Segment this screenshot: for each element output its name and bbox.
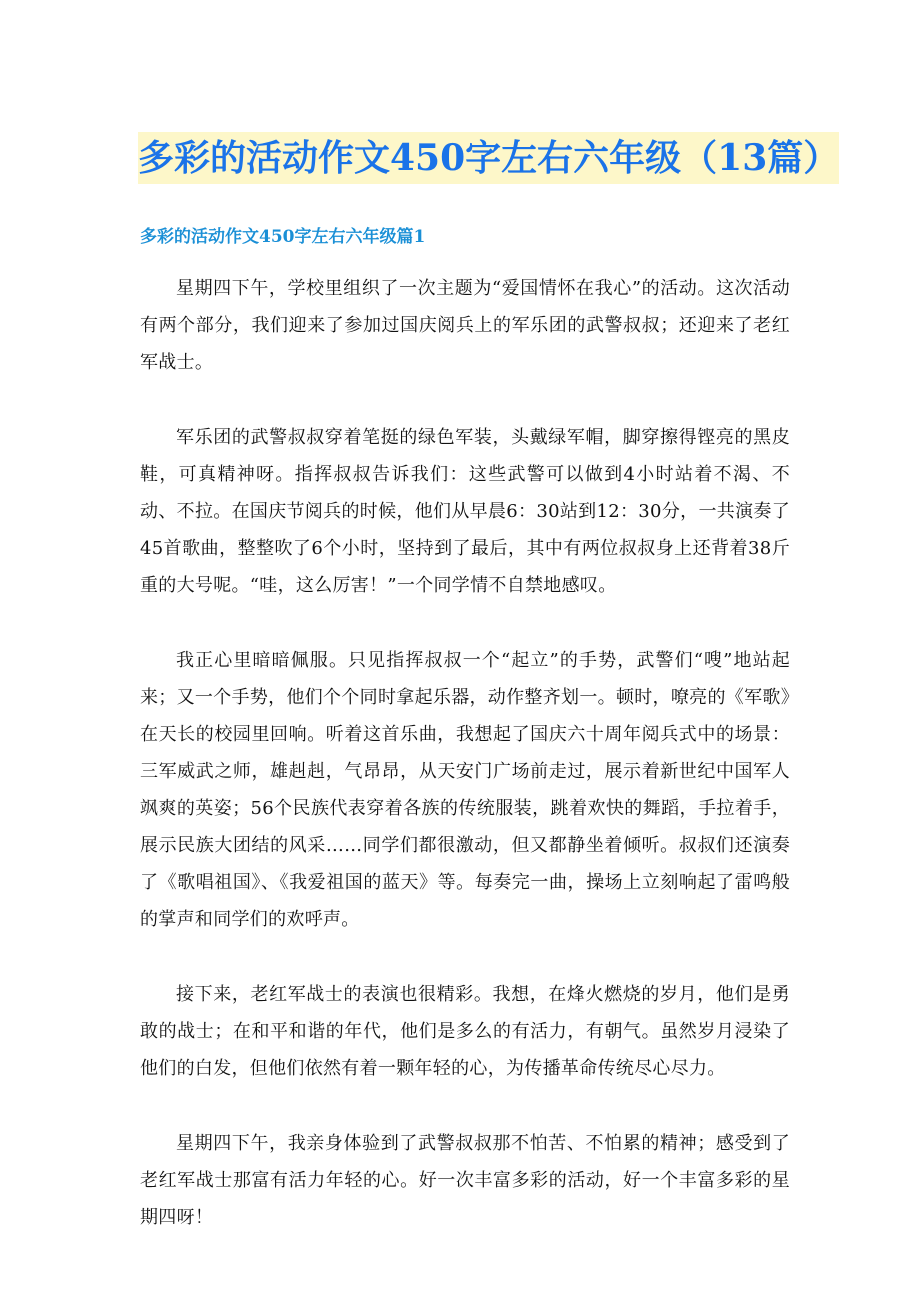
paragraph: 接下来，老红军战士的表演也很精彩。我想，在烽火燃烧的岁月，他们是勇敢的战士；在和平和谐的年代，他们是多么的有活力，有朝气。虽然岁月浸染了他们的白发，但他们依然有着一颗年轻的心，为传播革命传统尽心尽力。	[140, 984, 790, 1079]
document-body	[140, 270, 790, 1274]
section-title: 多彩的活动作文450字左右六年级篇1	[140, 227, 426, 247]
paragraph: 我正心里暗暗佩服。只见指挥叔叔一个“起立”的手势，武警们“嗖”地站起来；又一个手势，他们个个同时拿起乐器，动作整齐划一。顿时，嘹亮的《军歌》在天长的校园里回响。听着这首乐曲，我想起了国庆六十周年阅兵式中的场景：三军威武之师，雄赳赳，气昂昂，从天安门广场前走过，展示着新世纪中国军人飒爽的英姿；56个民族代表穿着各族的传统服装，跳着欢快的舞蹈，手拉着手，展示民族大团结的风采……同学们都很激动，但又都静坐着倾听。叔叔们还演奏了《歌唱祖国》、《我爱祖国的蓝天》等。每奏完一曲，操场上立刻响起了雷鸣般的掌声和同学们的欢呼声。	[140, 650, 790, 930]
paragraph: 星期四下午，学校里组织了一次主题为“爱国情怀在我心”的活动。这次活动有两个部分，我们迎来了参加过国庆阅兵上的军乐团的武警叔叔；还迎来了老红军战士。	[140, 278, 790, 373]
paragraph: 军乐团的武警叔叔穿着笔挺的绿色军装，头戴绿军帽，脚穿擦得铿亮的黑皮鞋，可真精神呀。指挥叔叔告诉我们：这些武警可以做到4小时站着不渴、不动、不拉。在国庆节阅兵的时候，他们从早晨6：30站到12：30分，一共演奏了45首歌曲，整整吹了6个小时，坚持到了最后，其中有两位叔叔身上还背着38斤重的大号呢。“哇，这么厉害！”一个同学情不自禁地感叹。	[140, 427, 790, 596]
document-title: 多彩的活动作文450字左右六年级（13篇）	[138, 132, 839, 184]
paragraph: 星期四下午，我亲身体验到了武警叔叔那不怕苦、不怕累的精神；感受到了老红军战士那富有活力年轻的心。好一次丰富多彩的活动，好一个丰富多彩的星期四呀！	[140, 1133, 790, 1228]
title-wrap	[138, 132, 840, 184]
